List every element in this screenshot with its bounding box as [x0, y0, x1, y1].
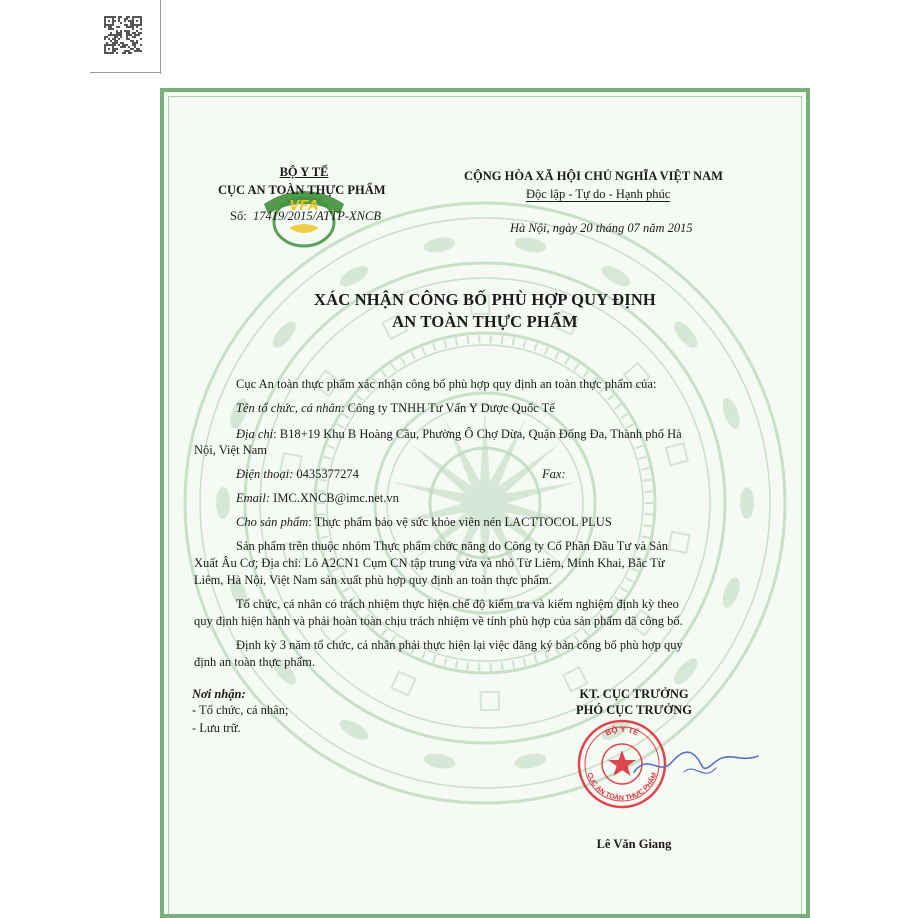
crop-line-horizontal [90, 72, 161, 73]
paragraph1-line3: Liêm, Hà Nội, Việt Nam sản xuất phù hợp quy định an toàn thực phẩm. [194, 572, 552, 588]
organization-line: Tên tổ chức, cá nhân: Công ty TNHH Tư Vấn Y Dược Quốc Tế [236, 400, 555, 416]
svg-text:BỘ Y TẾ: BỘ Y TẾ [604, 725, 641, 738]
paragraph3-line2: định an toàn thực phẩm. [194, 654, 315, 670]
paragraph1-line1: Sản phẩm trên thuộc nhóm Thực phẩm chức năng do Công ty Cổ Phần Đầu Tư và Sản [236, 538, 668, 554]
department-name: CỤC AN TOÀN THỰC PHẨM [218, 182, 386, 198]
place-and-date: Hà Nội, ngày 20 tháng 07 năm 2015 [510, 220, 693, 236]
crop-line-vertical [160, 0, 161, 74]
document-number: Số: 17419/2015/ATTP-XNCB [230, 208, 381, 224]
product-line: Cho sản phẩm: Thực phẩm bảo vệ sức khỏe viên nén LACTTOCOL PLUS [236, 514, 612, 530]
ministry-name: BỘ Y TẾ [234, 164, 374, 180]
intro-text: Cục An toàn thực phẩm xác nhận công bố phù hợp quy định an toàn thực phẩm của: [236, 376, 656, 392]
document-title-line1: XÁC NHẬN CÔNG BỐ PHÙ HỢP QUY ĐỊNH [164, 292, 806, 308]
address-line2: Nội, Việt Nam [194, 442, 267, 458]
national-motto: Độc lập - Tự do - Hạnh phúc [526, 186, 670, 202]
recipient-2: - Lưu trữ. [192, 720, 241, 736]
qr-area [0, 0, 162, 74]
address-line1: Địa chỉ: B18+19 Khu B Hoàng Cầu, Phường Ô Chợ Dừa, Quận Đống Đa, Thành phố Hà [236, 426, 682, 442]
paragraph2-line1: Tổ chức, cá nhân có trách nhiệm thực hiện chế độ kiểm tra và kiểm nghiệm định kỳ theo [236, 596, 679, 612]
certificate-document [160, 88, 810, 918]
svg-text:VFA: VFA [289, 197, 318, 214]
paragraph1-line2: Xuất Âu Cơ; Địa chỉ: Lô A2CN1 Cụm CN tập trung vừa và nhỏ Từ Liêm, Minh Khai, Bắc Từ [194, 555, 665, 571]
fax-label: Fax: [542, 466, 566, 482]
recipient-1: - Tổ chức, cá nhân; [192, 702, 288, 718]
email-line: Email: IMC.XNCB@imc.net.vn [236, 490, 399, 506]
svg-text:CỤC AN TOÀN THỰC PHẨM: CỤC AN TOÀN THỰC PHẨM [585, 772, 658, 802]
recipients-label: Nơi nhận: [192, 686, 246, 702]
signatory-title-2: PHÓ CỤC TRƯỞNG [534, 702, 734, 718]
handwritten-signature [624, 732, 764, 792]
paragraph2-line2: quy định hiện hành và phải hoàn toàn chịu trách nhiệm về tính phù hợp của sản phẩm đã công bố. [194, 613, 683, 629]
phone-line: Điện thoại: 0435377274 [236, 466, 359, 482]
paragraph3-line1: Định kỳ 3 năm tổ chức, cá nhân phải thực hiện lại việc đăng ký bản công bố phù hợp quy [236, 637, 683, 653]
country-name: CỘNG HÒA XÃ HỘI CHỦ NGHĨA VIỆT NAM [464, 168, 723, 184]
qr-code-icon [104, 16, 142, 54]
signatory-title-1: KT. CỤC TRƯỞNG [534, 686, 734, 702]
document-title-line2: AN TOÀN THỰC PHẨM [164, 314, 806, 330]
signer-name: Lê Văn Giang [534, 836, 734, 852]
